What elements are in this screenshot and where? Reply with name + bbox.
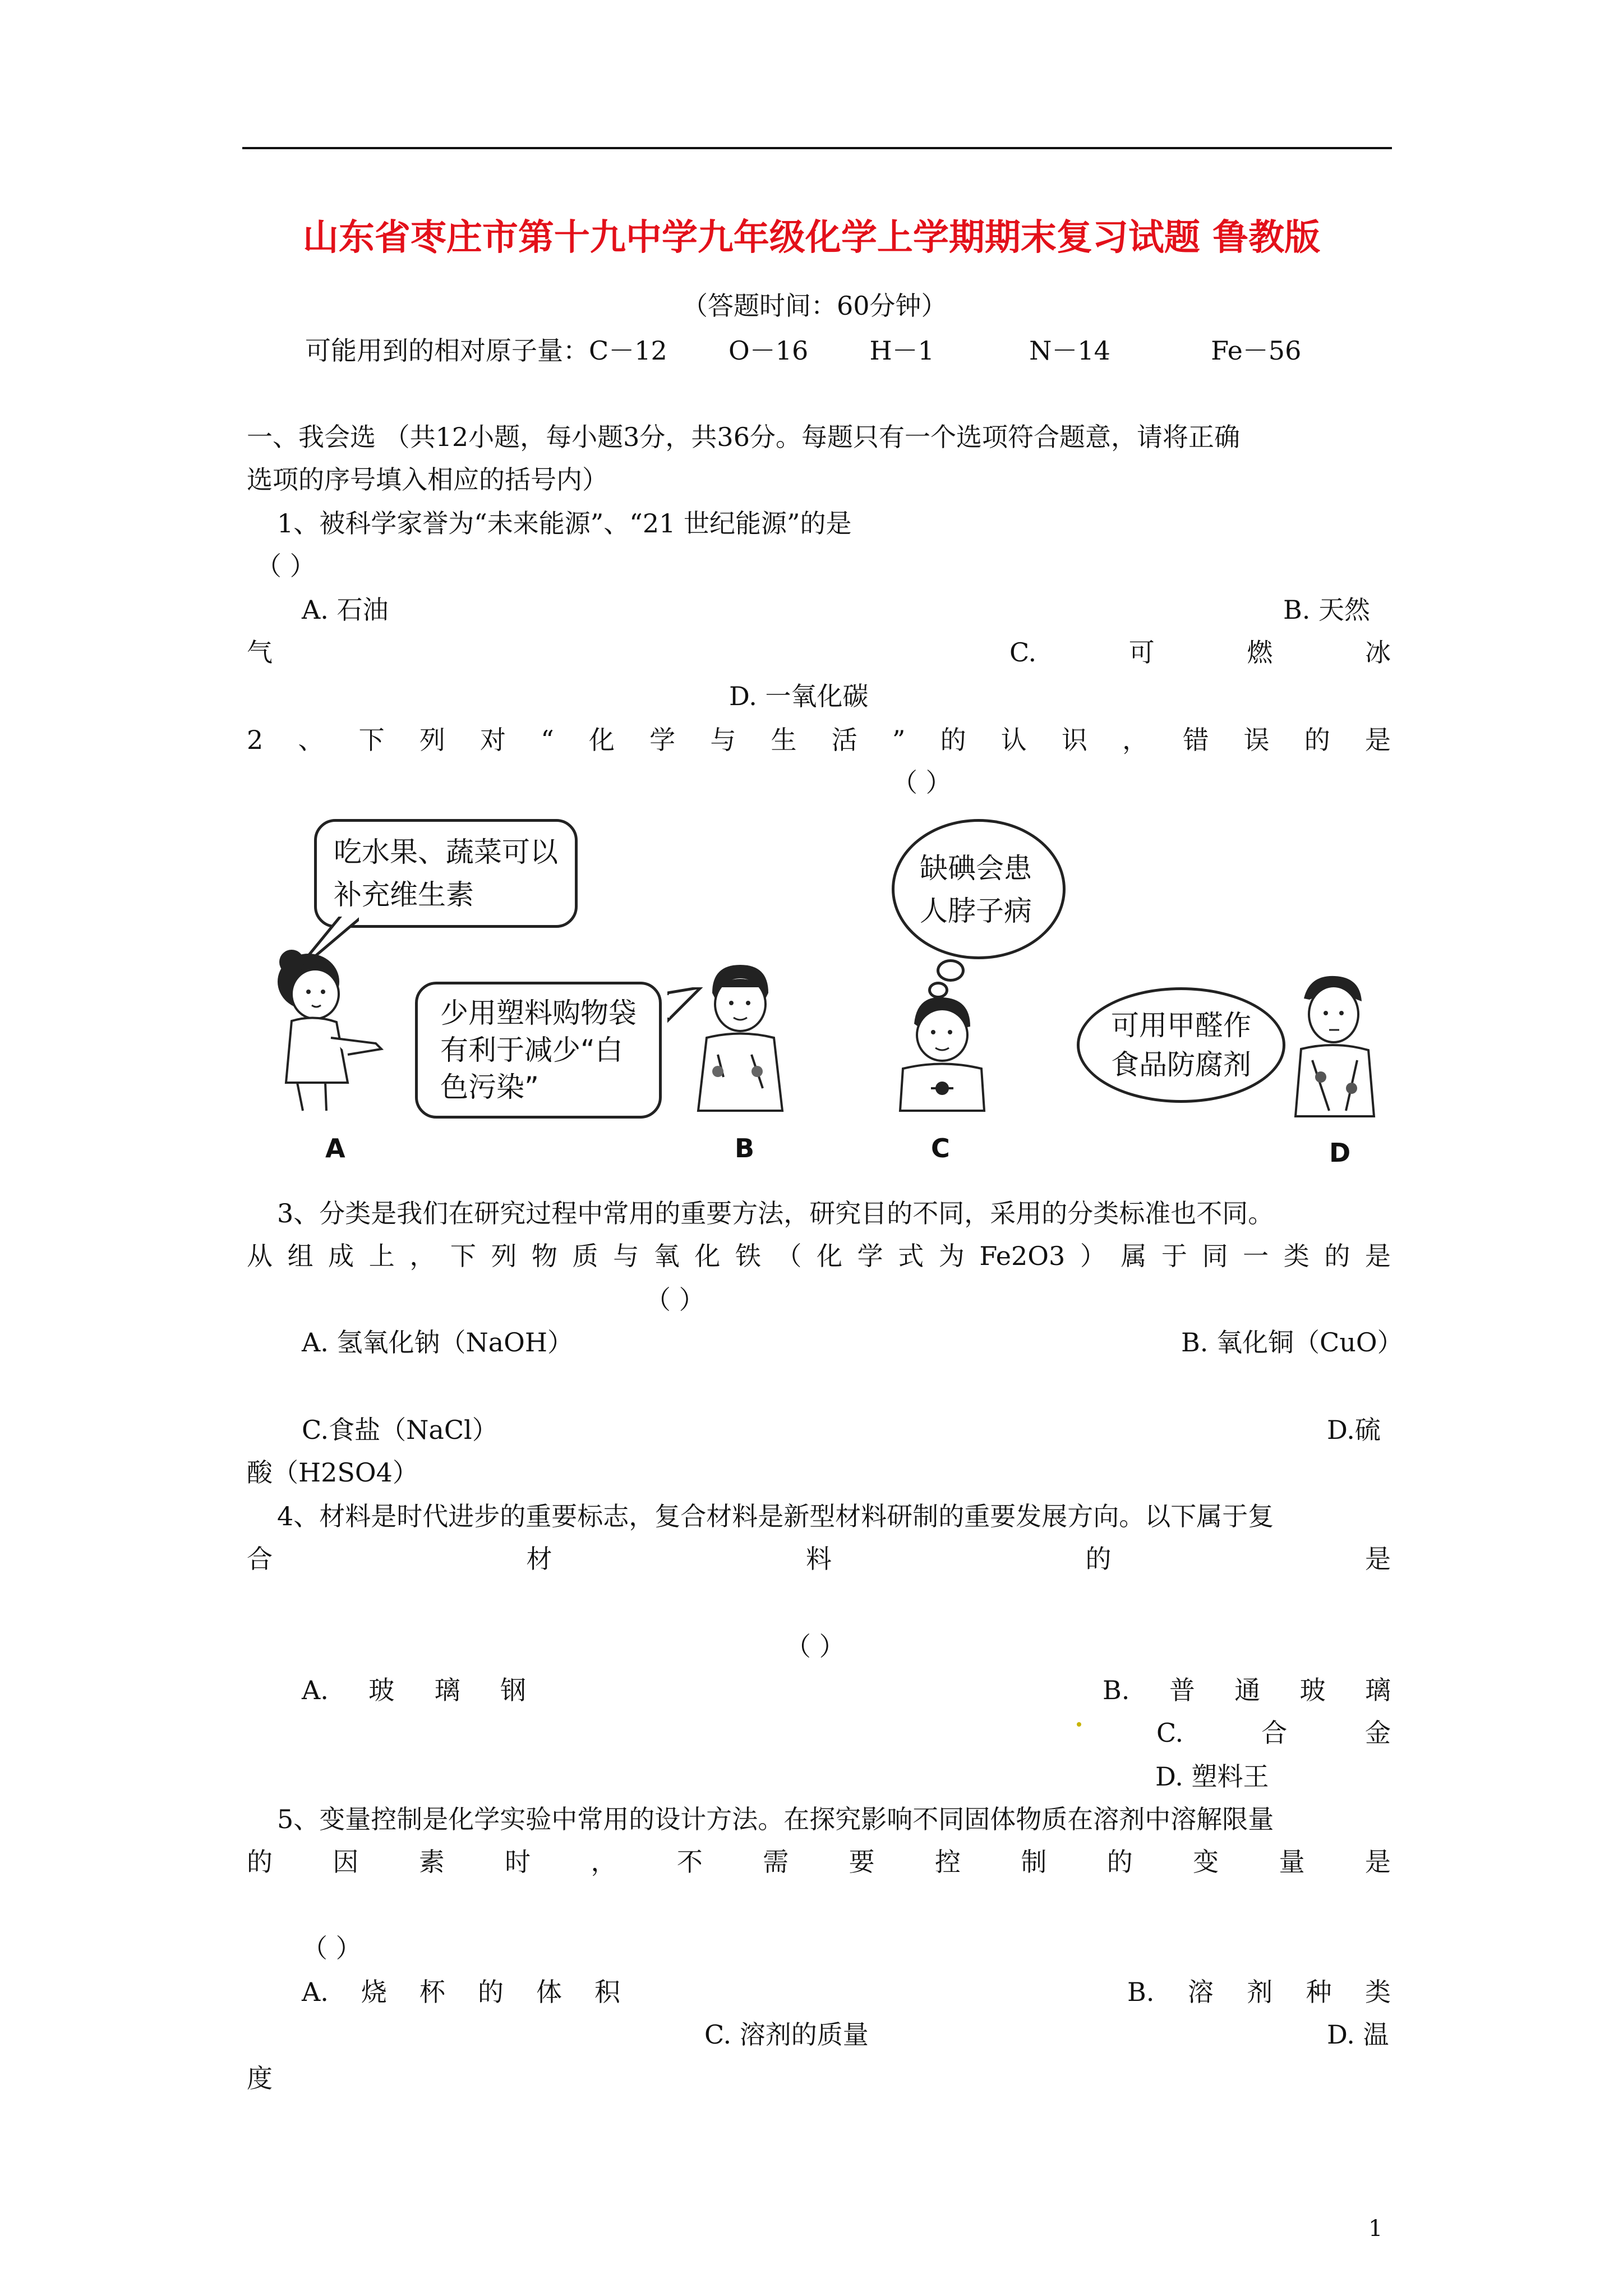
q5-option-a: A. 烧 杯 的 体 积 (302, 1977, 620, 2007)
time-note: （答题时间：60分钟） (682, 291, 947, 321)
section1-heading-cont: 选项的序号填入相应的括号内） (247, 464, 608, 495)
q3-stem-cont: 从 组 成 上 ， 下 列 物 质 与 氧 化 铁 （ 化 学 式 为 Fe2O3 ） 属 于 同 一 类 的 是 (247, 1241, 1391, 1271)
header-rule (242, 147, 1392, 149)
q2-stem: 2 、 下 列 对 “ 化 学 与 生 活 ” 的 认 识 ， 错 误 的 是 (247, 725, 1391, 755)
q4-option-d: D. 塑料王 (1155, 1761, 1269, 1792)
stray-dot (1077, 1722, 1081, 1727)
atomic-mass-fe: Fe－56 (1211, 335, 1302, 366)
q4-option-b: B. 普 通 玻 璃 (1103, 1675, 1391, 1705)
q5-option-d-cont: 度 (247, 2063, 273, 2093)
q2-paren: （ ） (892, 767, 952, 798)
q5-option-c: C. 溶剂的质量 (704, 2019, 869, 2050)
q1-option-b: B. 天然 (1283, 595, 1371, 625)
bubble-a: 吃水果、蔬菜可以 补充维生素 (314, 819, 578, 928)
thought-text-c: 缺碘会患 人脖子病 (920, 852, 1032, 927)
q5-paren: （ ） (302, 1933, 362, 1963)
document-title: 山东省枣庄市第十九中学九年级化学上学期期末复习试题 鲁教版 (302, 217, 1321, 259)
q4-option-a: A. 玻 璃 钢 (302, 1675, 526, 1705)
q4-stem-cont: 合 材 料 的 是 (247, 1544, 1391, 1574)
q3-stem: 3、分类是我们在研究过程中常用的重要方法，研究目的不同，采用的分类标准也不同。 (277, 1198, 1274, 1228)
atomic-mass-h: H－1 (869, 335, 934, 366)
q4-stem: 4、材料是时代进步的重要标志，复合材料是新型材料研制的重要发展方向。以下属于复 (277, 1501, 1274, 1531)
q4-option-c: C. 合 金 (1156, 1718, 1391, 1748)
man-figure-d (1279, 970, 1385, 1122)
q1-option-c: C. 可 燃 冰 (1009, 637, 1391, 668)
q5-stem-cont: 的 因 素 时 ， 不 需 要 控 制 的 变 量 是 (247, 1847, 1391, 1877)
q2-cartoon (247, 802, 1391, 1167)
q3-option-b: B. 氧化铜（CuO） (1181, 1327, 1403, 1358)
q1-option-d: D. 一氧化碳 (729, 681, 869, 711)
q1-stem: 1、被科学家誉为“未来能源”、“21 世纪能源”的是 (277, 508, 852, 539)
q1-paren: （ ） (256, 551, 316, 581)
label-b: B (735, 1133, 755, 1163)
thought-dot-1 (937, 959, 965, 982)
girl-figure-a (264, 948, 387, 1116)
atomic-mass-c: 可能用到的相对原子量：C－12 (305, 335, 667, 366)
boy-figure-b (684, 959, 796, 1116)
atomic-mass-n: N－14 (1029, 335, 1110, 366)
bubble-d: 可用甲醛作 食品防腐剂 (1077, 987, 1285, 1103)
bubble-b: 少用塑料购物袋 有利于减少“白 色污染” (415, 982, 662, 1119)
q5-option-b: B. 溶 剂 种 类 (1127, 1977, 1391, 2007)
boy-figure-c (886, 993, 998, 1116)
page-number: 1 (1368, 2216, 1383, 2242)
section1-heading: 一、我会选 （共12小题，每小题3分，共36分。每题只有一个选项符合题意，请将正确 (247, 422, 1240, 452)
q1-option-a: A. 石油 (302, 595, 389, 625)
q3-paren: （ ） (645, 1285, 705, 1315)
q5-stem: 5、变量控制是化学实验中常用的设计方法。在探究影响不同固体物质在溶剂中溶解限量 (277, 1804, 1274, 1834)
label-a: A (325, 1133, 345, 1163)
q1-option-b-cont: 气 (247, 637, 273, 668)
q3-option-d: D.硫 (1327, 1415, 1381, 1445)
label-c: C (931, 1133, 950, 1163)
atomic-mass-line (305, 335, 1302, 366)
q3-option-d-cont: 酸（H2SO4） (247, 1457, 418, 1488)
label-d: D (1329, 1138, 1351, 1168)
atomic-mass-o: O－16 (728, 335, 809, 366)
q5-option-d: D. 温 (1327, 2019, 1389, 2050)
q4-paren: （ ） (785, 1631, 845, 1662)
q3-option-a: A. 氢氧化钠（NaOH） (302, 1327, 573, 1358)
q3-option-c: C.食盐（NaCl） (302, 1415, 498, 1445)
